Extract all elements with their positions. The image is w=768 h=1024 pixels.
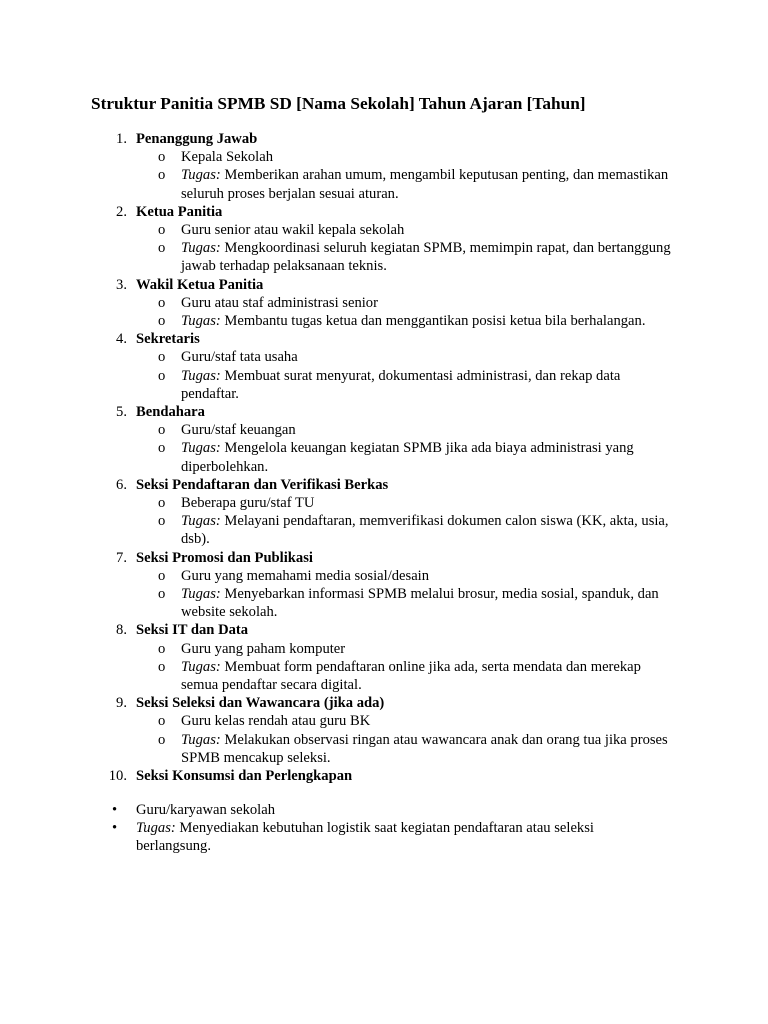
- tugas-text: Membuat surat menyurat, dokumentasi administrasi, dan rekap data pendaftar.: [181, 367, 621, 402]
- tugas-label: Tugas:: [181, 731, 221, 748]
- section-detail-list: [0, 567, 768, 622]
- section-title: Wakil Ketua Panitia: [136, 276, 264, 293]
- tugas-text: Menyediakan kebutuhan logistik saat kegiatan pendaftaran atau seleksi berlangsung.: [136, 820, 594, 855]
- sub-bullet-marker: o: [158, 567, 166, 584]
- sub-bullet-marker: o: [158, 149, 166, 166]
- person-text: Guru/staf keuangan: [181, 422, 296, 439]
- tugas-text: Melakukan observasi ringan atau wawancara anak dan orang tua jika proses SPMB mencakup seleksi.: [181, 731, 668, 766]
- person-item: [0, 221, 681, 239]
- person-item: [0, 421, 681, 439]
- tugas-item: [0, 239, 681, 275]
- tugas-item: [0, 658, 681, 694]
- person-text: Guru yang paham komputer: [181, 640, 346, 657]
- tugas-text: Menyebarkan informasi SPMB melalui brosur, media sosial, spanduk, dan website sekolah.: [181, 585, 659, 621]
- person-text: Guru/staf tata usaha: [181, 349, 298, 366]
- section-item: [0, 330, 768, 403]
- section-item: [0, 694, 768, 767]
- person-item: [0, 348, 681, 366]
- sub-bullet-marker: o: [158, 640, 166, 657]
- section-detail-list: [0, 221, 768, 276]
- last-section-bullet-list: [0, 801, 768, 856]
- section-detail-list: [0, 640, 768, 695]
- tugas-label: Tugas:: [181, 167, 221, 184]
- person-item: [0, 640, 681, 658]
- tugas-item: [0, 585, 681, 621]
- person-text: Guru senior atau wakil kepala sekolah: [181, 221, 405, 238]
- tugas-text: Melayani pendaftaran, memverifikasi dokumen calon siswa (KK, akta, usia, dsb).: [181, 513, 669, 548]
- section-detail-list: [0, 712, 768, 767]
- section-title: Bendahara: [136, 403, 205, 420]
- tugas-item: [0, 439, 681, 475]
- tugas-item: [0, 512, 681, 548]
- person-item: [0, 712, 681, 730]
- sub-bullet-marker: o: [158, 585, 166, 602]
- section-item: [0, 276, 768, 331]
- tugas-label: Tugas:: [181, 513, 221, 530]
- section-item: [0, 403, 768, 476]
- sub-bullet-marker: o: [158, 440, 166, 457]
- tugas-item: [0, 367, 681, 403]
- section-number: 1.: [116, 131, 127, 147]
- document-title: Struktur Panitia SPMB SD [Nama Sekolah] Tahun Ajaran [Tahun]: [91, 94, 586, 113]
- section-number: 4.: [116, 331, 127, 348]
- section-title: Seksi Pendaftaran dan Verifikasi Berkas: [136, 476, 389, 493]
- tugas-item: [0, 312, 681, 330]
- sub-bullet-marker: o: [158, 167, 166, 184]
- person-item: [0, 801, 636, 819]
- sub-bullet-marker: o: [158, 494, 166, 511]
- tugas-text: Membantu tugas ketua dan menggantikan posisi ketua bila berhalangan.: [220, 312, 646, 329]
- tugas-label: Tugas:: [181, 585, 221, 602]
- tugas-text: Mengelola keuangan kegiatan SPMB jika ada biaya administrasi yang diperbolehkan.: [181, 440, 634, 475]
- section-title: Sekretaris: [136, 331, 200, 348]
- person-text: Guru atau staf administrasi senior: [181, 294, 378, 311]
- tugas-item: [0, 166, 681, 202]
- section-number: 5.: [116, 403, 127, 420]
- section-detail-list: [0, 294, 768, 330]
- section-number: 10.: [108, 767, 127, 784]
- section-title: Ketua Panitia: [136, 203, 223, 220]
- section-detail-list: [0, 148, 768, 203]
- section-title: Seksi IT dan Data: [136, 622, 249, 639]
- section-title: Seksi Promosi dan Publikasi: [136, 549, 313, 566]
- sub-bullet-marker: o: [158, 312, 166, 329]
- tugas-text: Memberikan arahan umum, mengambil keputusan penting, dan memastikan seluruh proses berjalan sesuai aturan.: [181, 167, 669, 202]
- sub-bullet-marker: o: [158, 713, 166, 730]
- sub-bullet-marker: o: [158, 367, 166, 384]
- section-number: 3.: [116, 276, 127, 293]
- section-item: [0, 767, 768, 785]
- person-text: Guru/karyawan sekolah: [136, 802, 275, 818]
- bullet-marker: •: [112, 820, 118, 837]
- section-item: [0, 203, 768, 276]
- tugas-label: Tugas:: [181, 240, 221, 257]
- section-title: Seksi Seleksi dan Wawancara (jika ada): [136, 695, 385, 712]
- sub-bullet-marker: o: [158, 221, 166, 238]
- section-number: 6.: [116, 476, 127, 493]
- person-text: Guru yang memahami media sosial/desain: [181, 567, 430, 584]
- sub-bullet-marker: o: [158, 349, 166, 366]
- sub-bullet-marker: o: [158, 658, 166, 675]
- section-item: [0, 549, 768, 622]
- tugas-label: Tugas:: [181, 440, 221, 457]
- section-item: [0, 476, 768, 549]
- tugas-item: [0, 731, 681, 767]
- section-number: 2.: [116, 203, 127, 220]
- person-text: Kepala Sekolah: [181, 149, 273, 166]
- tugas-label: Tugas:: [181, 658, 221, 675]
- tugas-label: Tugas:: [136, 820, 176, 837]
- bullet-marker: •: [112, 802, 118, 818]
- sub-bullet-marker: o: [158, 294, 166, 311]
- tugas-text: Membuat form pendaftaran online jika ada, serta mendata dan merekap semua pendaftar secara digital.: [181, 658, 641, 693]
- person-text: Guru kelas rendah atau guru BK: [181, 713, 371, 730]
- tugas-label: Tugas:: [181, 367, 221, 384]
- section-detail-list: [0, 421, 768, 476]
- person-item: [0, 567, 681, 585]
- tugas-text: Mengkoordinasi seluruh kegiatan SPMB, memimpin rapat, dan bertanggung jawab terhadap pelaksanaan teknis.: [181, 240, 671, 275]
- section-item: [0, 621, 768, 694]
- section-detail-list: [0, 494, 768, 549]
- section-detail-list: [0, 348, 768, 403]
- person-item: [0, 294, 681, 312]
- person-item: [0, 494, 681, 512]
- section-number: 7.: [116, 549, 127, 566]
- person-text: Beberapa guru/staf TU: [181, 494, 315, 511]
- committee-section-list: [0, 130, 768, 785]
- section-item: [0, 130, 768, 203]
- sub-bullet-marker: o: [158, 731, 166, 748]
- section-number: 8.: [116, 622, 127, 639]
- tugas-item: [0, 819, 636, 855]
- sub-bullet-marker: o: [158, 422, 166, 439]
- section-title: Seksi Konsumsi dan Perlengkapan: [136, 767, 353, 784]
- tugas-label: Tugas:: [181, 312, 221, 329]
- section-number: 9.: [116, 695, 127, 712]
- sub-bullet-marker: o: [158, 513, 166, 530]
- person-item: [0, 148, 681, 166]
- section-title: Penanggung Jawab: [136, 131, 258, 147]
- sub-bullet-marker: o: [158, 240, 166, 257]
